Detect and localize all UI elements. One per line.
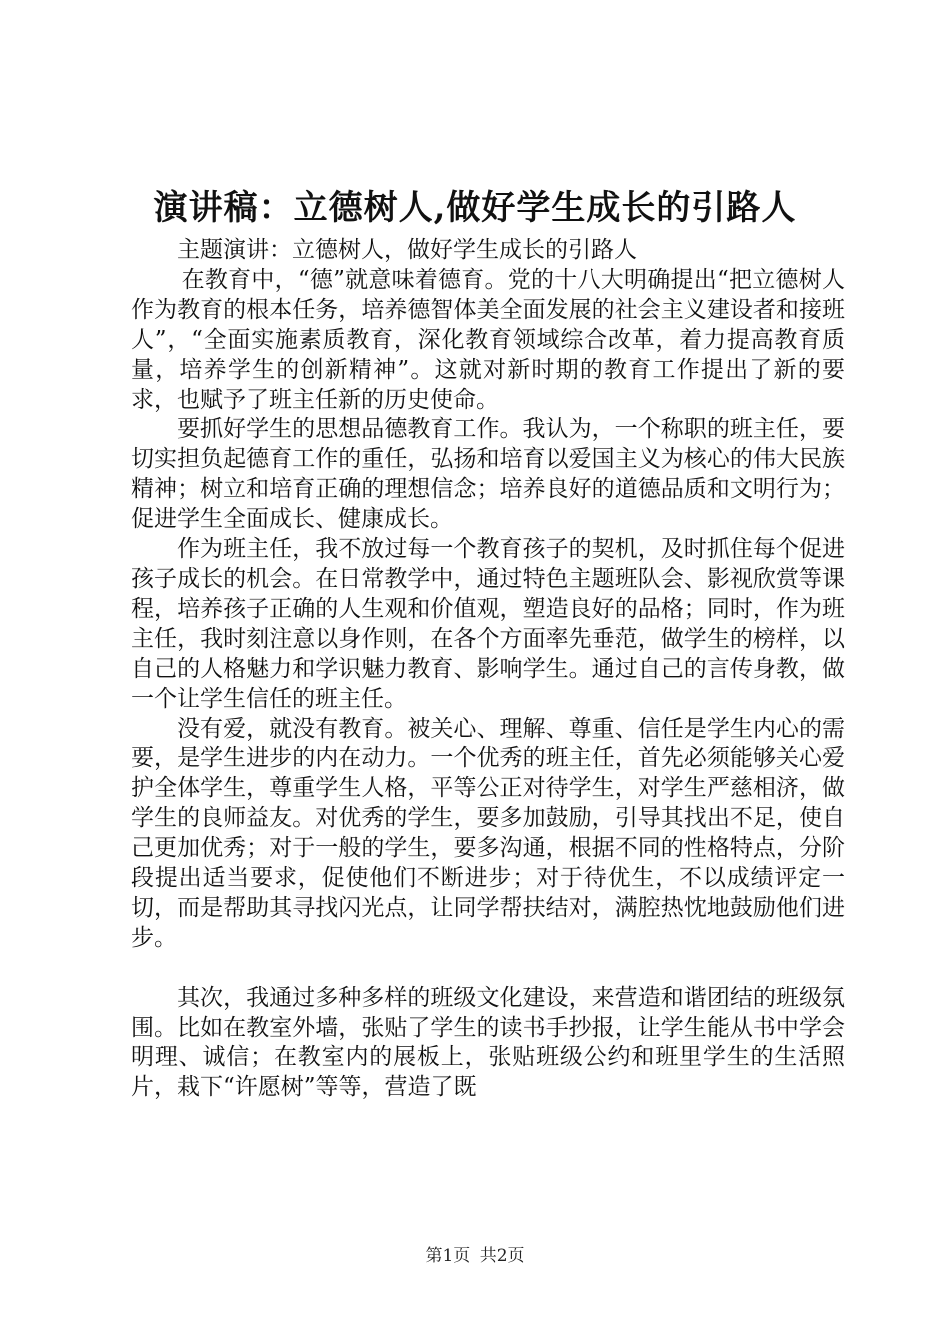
paragraph-5: 其次，我通过多种多样的班级文化建设，来营造和谐团结的班级氛围。比如在教室外墙，张贴了学生的读书手抄报，让学生能从书中学会明理、诚信；在教室内的展板上，张贴班级公约和班里学生的生活照片，栽下“许愿树”等等，营造了既 [131,984,845,1101]
page-total: 共2页 [479,1246,525,1266]
speech-subtitle: 主题演讲：立德树人，做好学生成长的引路人 [177,237,637,263]
paragraph-2: 要抓好学生的思想品德教育工作。我认为，一个称职的班主任，要切实担负起德育工作的重任，弘扬和培育以爱国主义为核心的伟大民族精神；树立和培育正确的理想信念；培养良好的道德品质和文明行为；促进学生全面成长、健康成长。 [131,416,845,533]
paragraph-1: 在教育中，“德”就意味着德育。党的十八大明确提出“把立德树人作为教育的根本任务，培养德智体美全面发展的社会主义建设者和接班人”，“全面实施素质教育，深化教育领域综合改革，着力提高教育质量，培养学生的创新精神”。这就对新时期的教育工作提出了新的要求，也赋予了班主任新的历史使命。 [131,266,845,413]
document-title: 演讲稿：立德树人,做好学生成长的引路人 [153,188,797,228]
document-body [131,236,845,1103]
paragraph-4: 没有爱，就没有教育。被关心、理解、尊重、信任是学生内心的需要，是学生进步的内在动力。一个优秀的班主任，首先必须能够关心爱护全体学生，尊重学生人格，平等公正对待学生，对学生严慈相济，做学生的良师益友。对优秀的学生，要多加鼓励，引导其找出不足，使自己更加优秀；对于一般的学生，要多沟通，根据不同的性格特点，分阶段提出适当要求，促使他们不断进步；对于待优生，不以成绩评定一切，而是帮助其寻找闪光点，让同学帮扶结对，满腔热忱地鼓励他们进步。 [131,715,845,951]
page-footer [0,1245,950,1267]
page-number: 第1页 [425,1246,471,1266]
paragraph-3: 作为班主任，我不放过每一个教育孩子的契机，及时抓住每个促进孩子成长的机会。在日常教学中，通过特色主题班队会、影视欣赏等课程，培养孩子正确的人生观和价值观，塑造良好的品格；同时，作为班主任，我时刻注意以身作则，在各个方面率先垂范，做学生的榜样，以自己的人格魅力和学识魅力教育、影响学生。通过自己的言传身教，做一个让学生信任的班主任。 [131,536,845,712]
